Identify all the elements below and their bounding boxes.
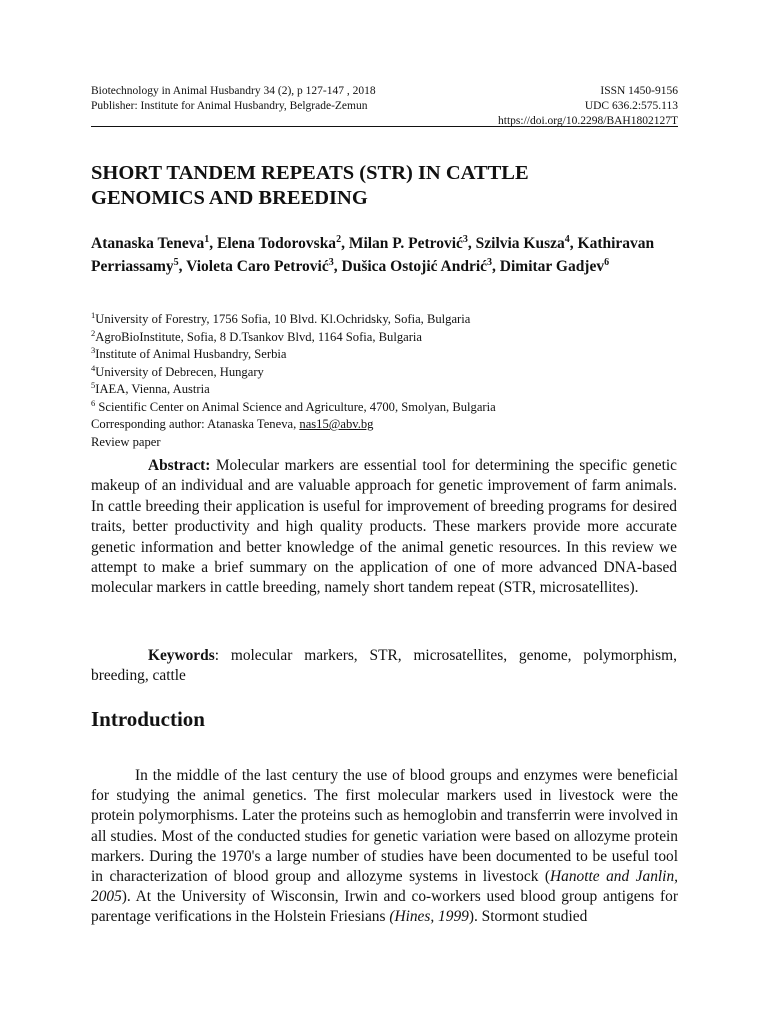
corresponding-author-label: Corresponding author: Atanaska Teneva, [91, 417, 300, 431]
affiliation-text: AgroBioInstitute, Sofia, 8 D.Tsankov Blvd, 1164 Sofia, Bulgaria [95, 329, 423, 344]
affiliation-number: 6 [91, 397, 96, 408]
author-separator: , [467, 235, 476, 252]
author-separator: , [178, 258, 187, 275]
citation: (Hines, 1999 [389, 908, 469, 926]
keywords [91, 646, 677, 687]
citation: Hanotte and Janlin, 2005 [91, 868, 678, 906]
affiliation-number: 4 [91, 362, 96, 373]
corresponding-author [91, 416, 681, 434]
doi-link[interactable]: https://doi.org/10.2298/BAH1802127T [498, 115, 678, 127]
affiliation-text: University of Forestry, 1756 Sofia, 10 Blvd. Kl.Ochridsky, Sofia, Bulgaria [95, 312, 471, 326]
affiliation-line [91, 346, 681, 364]
author-affiliation-mark: 5 [173, 256, 179, 268]
author-affiliation-mark: 4 [564, 233, 570, 245]
affiliation-list [91, 311, 681, 451]
paper-type: Review paper [91, 434, 161, 449]
intro-text: ). Stormont studied [468, 908, 588, 926]
author-affiliation-mark: 2 [336, 233, 342, 245]
affiliation-number: 5 [91, 379, 96, 390]
corresponding-email-link[interactable]: nas15@abv.bg [299, 417, 374, 431]
intro-text: In the middle of the last century the use of blood groups and enzymes were beneficial for studying the animal genetics. The first molecular markers used in livestock were the protein polymorphisms. Later the proteins such as hemoglobin and transferrin were involved in all studies. Most of the conducted studies for genetic variation were based on allozyme protein markers. During the 1970's a large number of studies have been documented to be useful tool in characterization of blood group and allozyme systems in livestock ( [91, 767, 678, 886]
author-name: Atanaska Teneva [91, 235, 205, 252]
author-name: Szilvia Kusza [475, 235, 565, 252]
journal-citation: Biotechnology in Animal Husbandry 34 (2), p 127-147 , 2018 [91, 85, 376, 97]
paper-title [91, 161, 691, 211]
affiliation-text: IAEA, Vienna, Austria [95, 382, 210, 396]
author-affiliation-mark: 6 [604, 256, 610, 268]
author-name: Milan P. Petrović [348, 235, 463, 252]
keywords-label: Keywords [148, 647, 215, 664]
author-name: Kathiravan Perriassamy [91, 235, 655, 275]
affiliation-line [91, 381, 681, 399]
affiliation-text: University of Debrecen, Hungary [95, 364, 264, 379]
publisher: Publisher: Institute for Animal Husbandry, Belgrade-Zemun [91, 100, 368, 112]
section-heading-introduction: Introduction [91, 707, 205, 731]
intro-text: ). At the University of Wisconsin, Irwin and co-workers used blood group antigens for parentage verifications in the Holstein Friesians [91, 888, 678, 926]
affiliation-number: 1 [91, 309, 96, 320]
author-name: Elena Todorovska [217, 235, 337, 252]
title-line-2: GENOMICS AND BREEDING [91, 187, 368, 209]
introduction-paragraph [91, 766, 678, 928]
affiliation-text: Scientific Center on Animal Science and Agriculture, 4700, Smolyan, Bulgaria [95, 399, 496, 414]
author-name: Dimitar Gadjev [499, 258, 605, 275]
affiliation-line [91, 311, 681, 329]
author-affiliation-mark: 1 [204, 233, 210, 245]
affiliation-number: 2 [91, 327, 96, 338]
udc: UDC 636.2:575.113 [584, 100, 678, 112]
affiliation-text: Institute of Animal Husbandry, Serbia [95, 347, 287, 361]
header-divider [91, 126, 678, 127]
abstract-text: Molecular markers are essential tool for determining the specific genetic makeup of an individual and are valuable approach for genetic improvement of farm animals. In cattle breeding their application is useful for improvement of breeding programs for desired traits, better productivity and high quality products. These markers provide more accurate genetic information and better knowledge of the animal genetic resources. In this review we attempt to make a brief summary on the application of one of more advanced DNA-based molecular markers in cattle breeding, namely short tandem repeat (STR, microsatellites). [91, 457, 677, 597]
author-name: Dušica Ostojić Andrić [341, 258, 488, 275]
author-separator: , [209, 235, 218, 252]
affiliation-line [91, 364, 681, 382]
title-line-1: SHORT TANDEM REPEATS (STR) IN CATTLE [91, 162, 529, 184]
affiliation-line [91, 399, 681, 417]
abstract-label: Abstract: [148, 457, 211, 474]
author-list [91, 232, 681, 278]
issn: ISSN 1450-9156 [600, 85, 678, 97]
author-separator: , [341, 235, 349, 252]
author-affiliation-mark: 3 [487, 256, 493, 268]
affiliation-line [91, 329, 681, 347]
author-affiliation-mark: 3 [462, 233, 468, 245]
author-affiliation-mark: 3 [328, 256, 334, 268]
abstract [91, 456, 677, 599]
keywords-text: : molecular markers, STR, microsatellites, genome, polymorphism, breeding, cattle [91, 647, 677, 685]
affiliation-number: 3 [91, 344, 96, 355]
author-separator: , [333, 258, 342, 275]
journal-header [91, 84, 678, 129]
author-separator: , [569, 235, 578, 252]
author-name: Violeta Caro Petrović [186, 258, 329, 275]
author-separator: , [492, 258, 500, 275]
